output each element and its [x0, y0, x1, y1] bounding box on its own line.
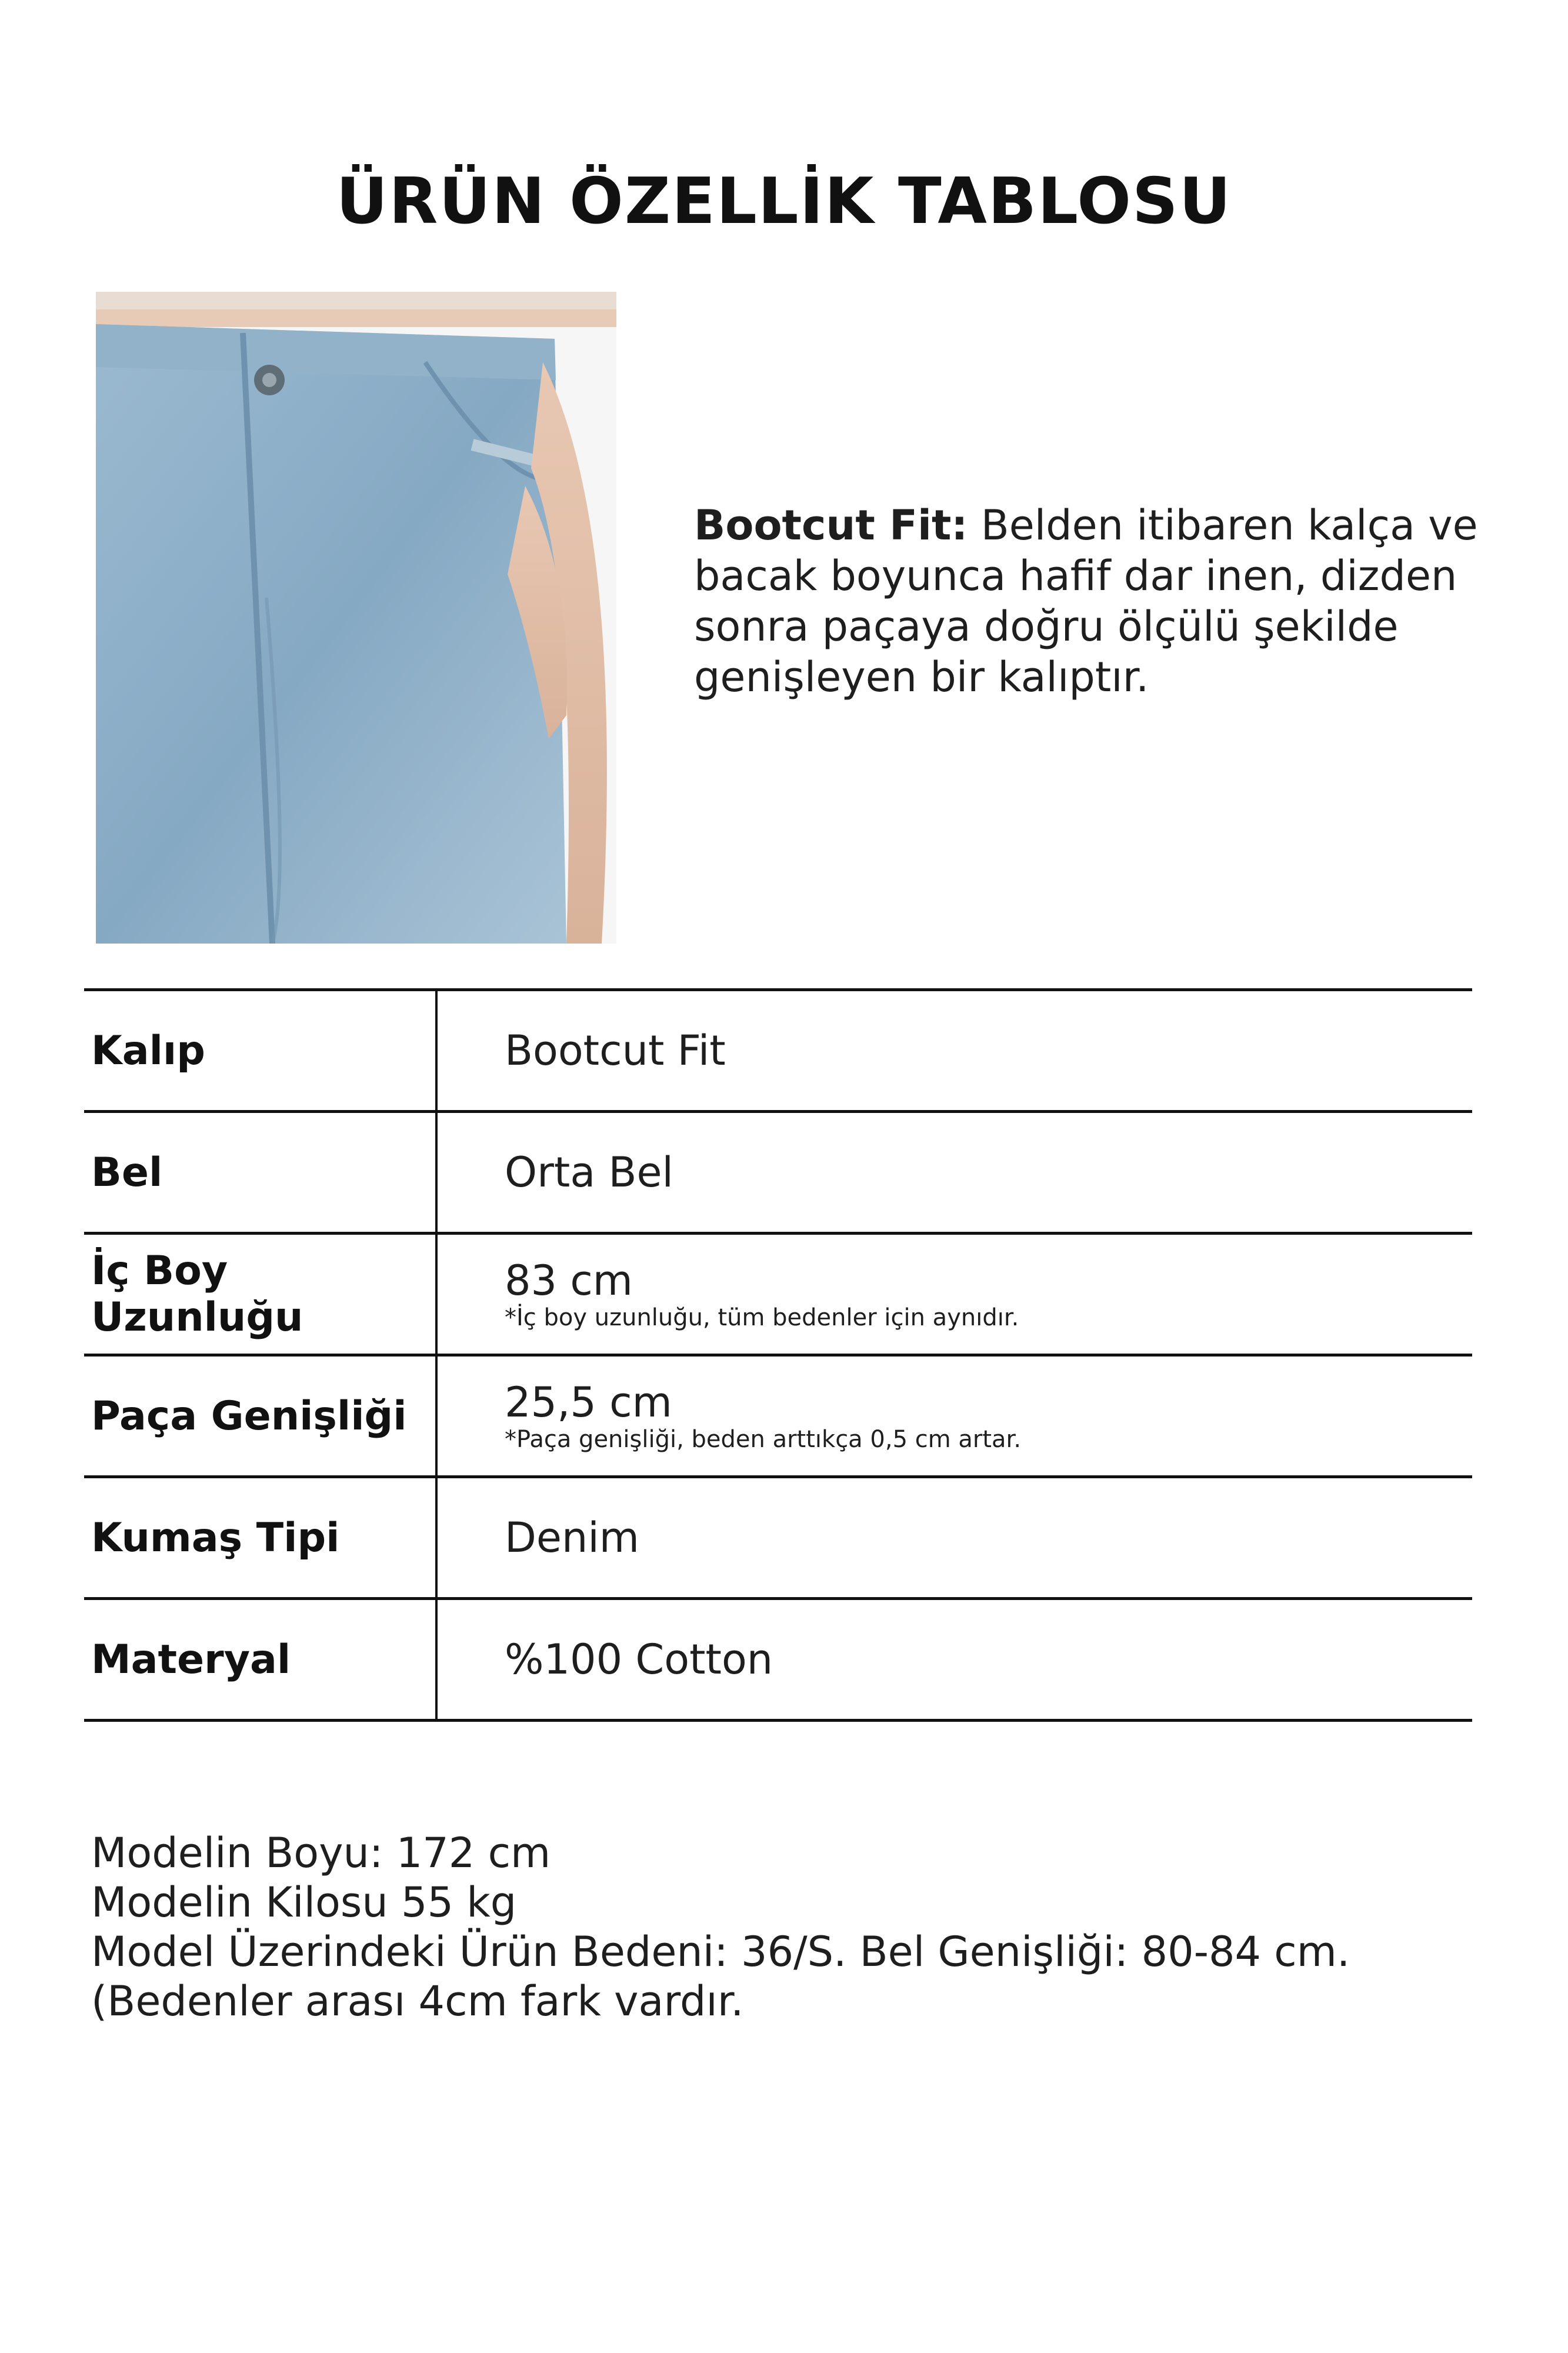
- model-weight: Modelin Kilosu 55 kg: [91, 1878, 517, 1927]
- spec-note: *İç boy uzunluğu, tüm bedenler için aynıdır.: [505, 1304, 1019, 1331]
- jeans-photo-icon: [96, 292, 616, 944]
- model-info: [91, 1828, 1491, 2026]
- fit-description-text: Belden itibaren kalça ve bacak boyunca hafif dar inen, dizden sonra paçaya doğru ölçülü şekilde genişleyen bir kalıptır.: [694, 501, 1478, 701]
- spec-label: Kumaş Tipi: [91, 1514, 340, 1561]
- spec-label: Bel: [91, 1149, 163, 1196]
- spec-row-materyal: [84, 1597, 1472, 1722]
- spec-value: Orta Bel: [505, 1148, 674, 1197]
- column-divider: [435, 991, 438, 1110]
- spec-cell: [505, 1600, 773, 1719]
- page-title: ÜRÜN ÖZELLİK TABLOSU: [336, 165, 1232, 238]
- model-height: Modelin Boyu: 172 cm: [91, 1829, 551, 1877]
- spec-label: Kalıp: [91, 1027, 205, 1074]
- fit-term: Bootcut Fit:: [694, 501, 968, 549]
- spec-value: 25,5 cm: [505, 1378, 672, 1427]
- spec-label: Materyal: [91, 1636, 291, 1683]
- spec-cell: [505, 1357, 1021, 1475]
- column-divider: [435, 1113, 438, 1232]
- spec-cell: [505, 991, 726, 1110]
- spec-cell: [505, 1478, 639, 1597]
- spec-label: Paça Genişliği: [91, 1392, 407, 1439]
- column-divider: [435, 1235, 438, 1354]
- spec-label: İç Boy Uzunluğu: [91, 1248, 303, 1341]
- column-divider: [435, 1478, 438, 1597]
- spec-value: 83 cm: [505, 1257, 633, 1305]
- spec-value: Bootcut Fit: [505, 1026, 726, 1075]
- spec-value: Denim: [505, 1514, 639, 1562]
- spec-row-kalip: [84, 988, 1472, 1110]
- spec-value: %100 Cotton: [505, 1635, 773, 1684]
- spec-cell: [505, 1113, 673, 1232]
- column-divider: [435, 1600, 438, 1719]
- jeans-product-photo: [96, 292, 616, 944]
- fit-description: [694, 500, 1494, 702]
- model-size: Model Üzerindeki Ürün Bedeni: 36/S. Bel Genişliği: 80-84 cm. (Bedenler arası 4cm fark vardır.: [91, 1928, 1350, 2025]
- column-divider: [435, 1357, 438, 1475]
- spec-row-bel: [84, 1110, 1472, 1232]
- spec-row-ic-boy: [84, 1232, 1472, 1354]
- spec-cell: [505, 1235, 1019, 1354]
- spec-note: *Paça genişliği, beden arttıkça 0,5 cm artar.: [505, 1426, 1022, 1453]
- spec-table: [84, 988, 1472, 1722]
- spec-row-kumas: [84, 1475, 1472, 1597]
- spec-row-paca: [84, 1354, 1472, 1475]
